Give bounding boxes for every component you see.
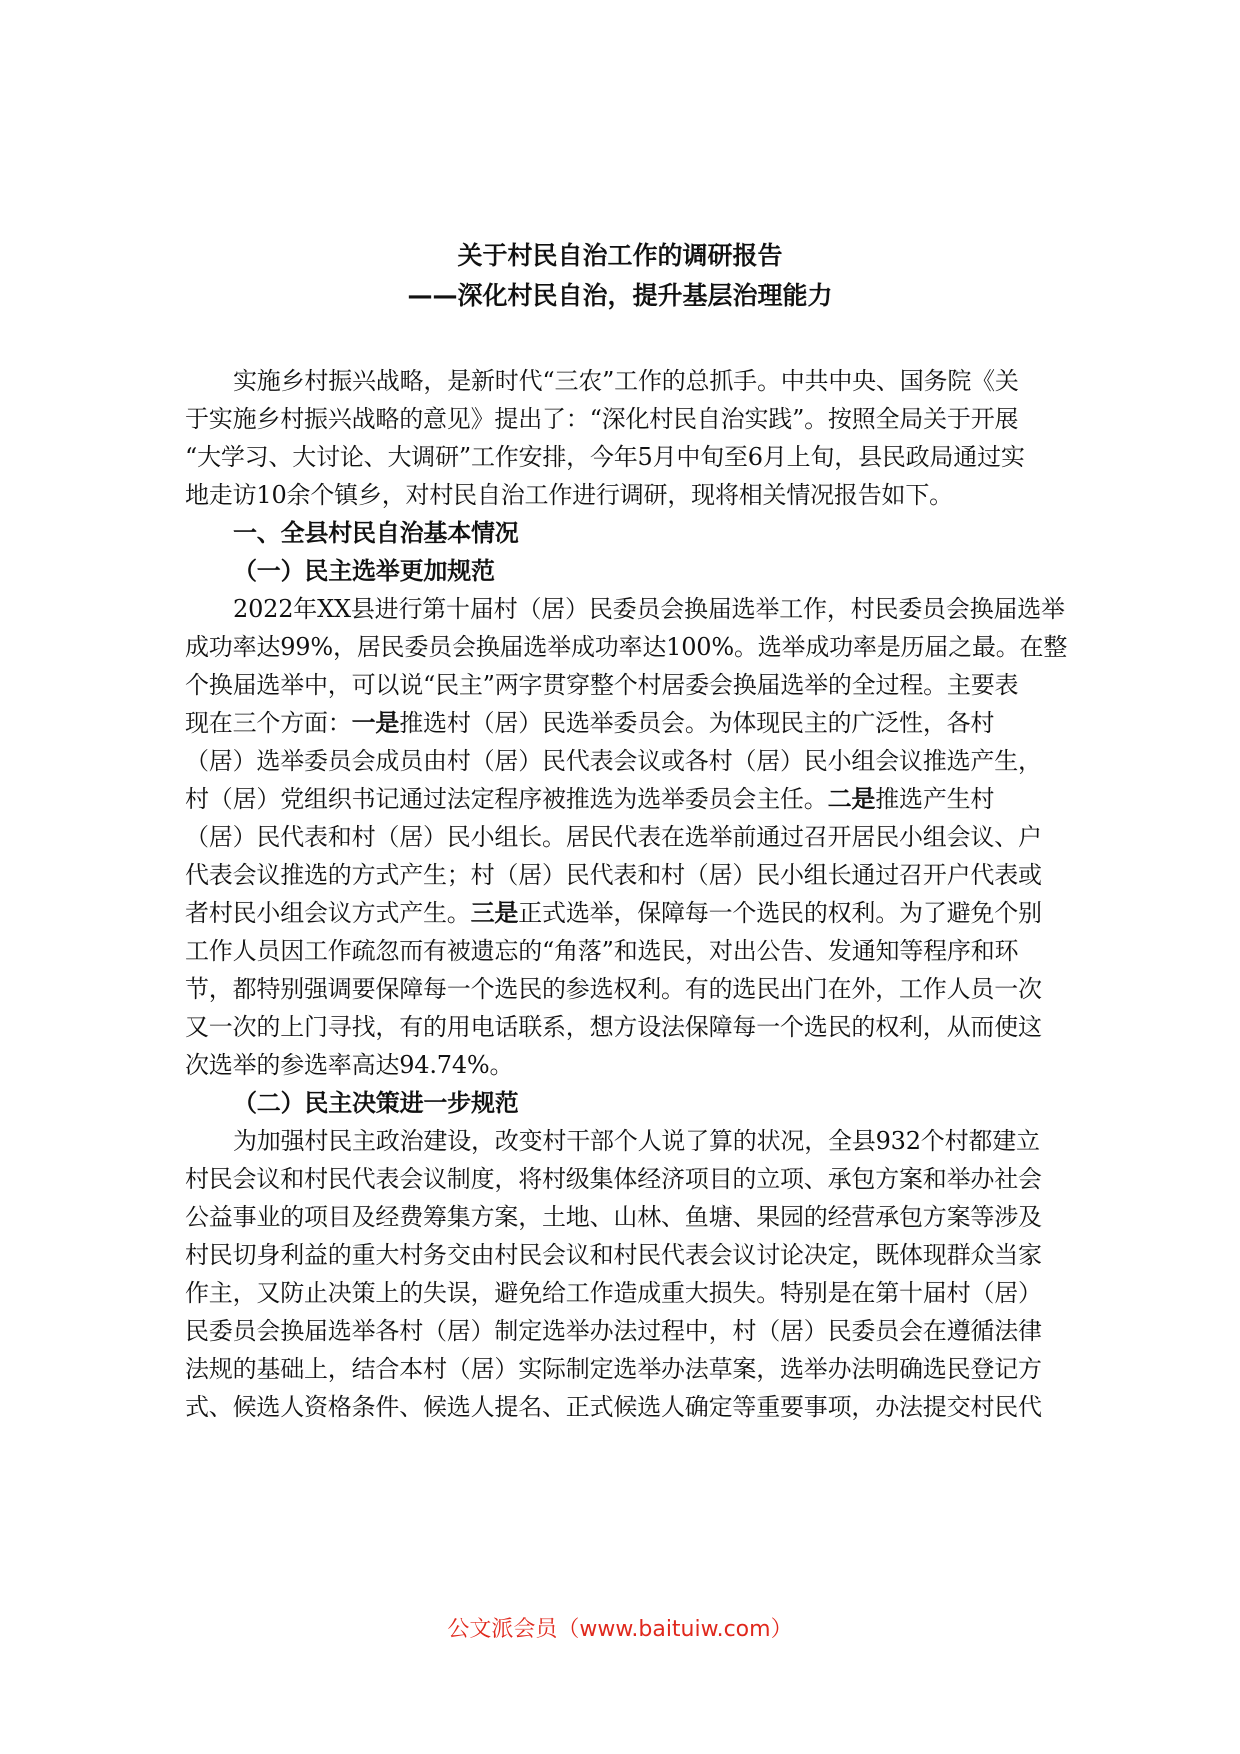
body-line xyxy=(185,1122,1090,1160)
line-text: “大学习、大讨论、大调研”工作安排，今年5月中旬至6月上旬，县民政局通过实 xyxy=(185,443,1025,471)
line-text: 式、候选人资格条件、候选人提名、正式候选人确定等重要事项，办法提交村民代 xyxy=(185,1393,1042,1421)
line-text: 成功率达99%，居民委员会换届选举成功率达100%。选举成功率是历届之最。在整 xyxy=(185,633,1068,661)
body-line xyxy=(185,1236,1090,1274)
line-text: 推选村（居）民选举委员会。为体现民主的广泛性，各村 xyxy=(399,709,995,737)
body-line xyxy=(185,1312,1090,1350)
line-text: 民委员会换届选举各村（居）制定选举办法过程中，村（居）民委员会在遵循法律 xyxy=(185,1317,1042,1345)
line-text: 推选产生村 xyxy=(875,785,995,813)
body-line xyxy=(185,1274,1090,1312)
line-text: （一）民主选举更加规范 xyxy=(233,557,495,585)
line-text: 村民切身利益的重大村务交由村民会议和村民代表会议讨论决定，既体现群众当家 xyxy=(185,1241,1042,1269)
line-text: 正式选举，保障每一个选民的权利。为了避免个别 xyxy=(518,899,1042,927)
line-text: 为加强村民主政治建设，改变村干部个人说了算的状况，全县932个村都建立 xyxy=(233,1127,1040,1155)
line-text: 工作人员因工作疏忽而有被遗忘的“角落”和选民，对出公告、发通知等程序和环 xyxy=(185,937,1019,965)
line-text: （居）选举委员会成员由村（居）民代表会议或各村（居）民小组会议推选产生， xyxy=(185,747,1042,775)
body-line xyxy=(185,1388,1090,1426)
body-line xyxy=(185,400,1090,438)
section-heading xyxy=(185,552,1090,590)
body-line xyxy=(185,1008,1090,1046)
line-text: 法规的基础上，结合本村（居）实际制定选举办法草案，选举办法明确选民登记方 xyxy=(185,1355,1042,1383)
emphasis-text: 二是 xyxy=(827,785,876,813)
body-line xyxy=(185,666,1090,704)
document-body xyxy=(185,362,1090,1426)
body-line xyxy=(185,856,1090,894)
emphasis-text: 一是 xyxy=(351,709,400,737)
line-text: 实施乡村振兴战略，是新时代“三农”工作的总抓手。中共中央、国务院《关 xyxy=(233,367,1019,395)
body-line xyxy=(185,1160,1090,1198)
body-line xyxy=(185,362,1090,400)
line-text: 又一次的上门寻找，有的用电话联系，想方设法保障每一个选民的权利，从而使这 xyxy=(185,1013,1042,1041)
line-text: 村（居）党组织书记通过法定程序被推选为选举委员会主任。 xyxy=(185,785,828,813)
body-line xyxy=(185,1350,1090,1388)
document-title: 关于村民自治工作的调研报告 xyxy=(457,241,783,270)
body-line xyxy=(185,438,1090,476)
section-heading xyxy=(185,1084,1090,1122)
body-line xyxy=(185,1046,1090,1084)
body-line xyxy=(185,742,1090,780)
line-text: 村民会议和村民代表会议制度，将村级集体经济项目的立项、承包方案和举办社会 xyxy=(185,1165,1042,1193)
body-line xyxy=(185,1198,1090,1236)
line-text: 个换届选举中，可以说“民主”两字贯穿整个村居委会换届选举的全过程。主要表 xyxy=(185,671,1019,699)
body-line xyxy=(185,970,1090,1008)
line-text: 次选举的参选率高达94.74%。 xyxy=(185,1051,514,1079)
line-text: （二）民主决策进一步规范 xyxy=(233,1089,519,1117)
body-line xyxy=(185,704,1090,742)
line-text: 作主，又防止决策上的失误，避免给工作造成重大损失。特别是在第十届村（居） xyxy=(185,1279,1042,1307)
line-text: 现在三个方面： xyxy=(185,709,352,737)
line-text: 于实施乡村振兴战略的意见》提出了：“深化村民自治实践”。按照全局关于开展 xyxy=(185,405,1019,433)
line-text: 者村民小组会议方式产生。 xyxy=(185,899,471,927)
line-text: 代表会议推选的方式产生；村（居）民代表和村（居）民小组长通过召开户代表或 xyxy=(185,861,1042,889)
emphasis-text: 三是 xyxy=(470,899,519,927)
document-subtitle: ——深化村民自治，提升基层治理能力 xyxy=(407,281,833,310)
line-text: 节，都特别强调要保障每一个选民的参选权利。有的选民出门在外，工作人员一次 xyxy=(185,975,1042,1003)
body-line xyxy=(185,894,1090,932)
line-text: 地走访10余个镇乡，对村民自治工作进行调研，现将相关情况报告如下。 xyxy=(185,481,953,509)
line-text: 公益事业的项目及经费筹集方案，土地、山林、鱼塘、果园的经营承包方案等涉及 xyxy=(185,1203,1042,1231)
body-line xyxy=(185,932,1090,970)
body-line xyxy=(185,590,1090,628)
body-line xyxy=(185,818,1090,856)
body-line xyxy=(185,780,1090,818)
footer-watermark[interactable]: 公文派会员（www.baituiw.com） xyxy=(447,1617,793,1642)
line-text: 2022年XX县进行第十届村（居）民委员会换届选举工作，村民委员会换届选举 xyxy=(233,595,1065,623)
section-heading xyxy=(185,514,1090,552)
title-block xyxy=(0,236,1240,316)
line-text: 一、全县村民自治基本情况 xyxy=(233,519,519,547)
body-line xyxy=(185,628,1090,666)
line-text: （居）民代表和村（居）民小组长。居民代表在选举前通过召开居民小组会议、户 xyxy=(185,823,1042,851)
body-line xyxy=(185,476,1090,514)
